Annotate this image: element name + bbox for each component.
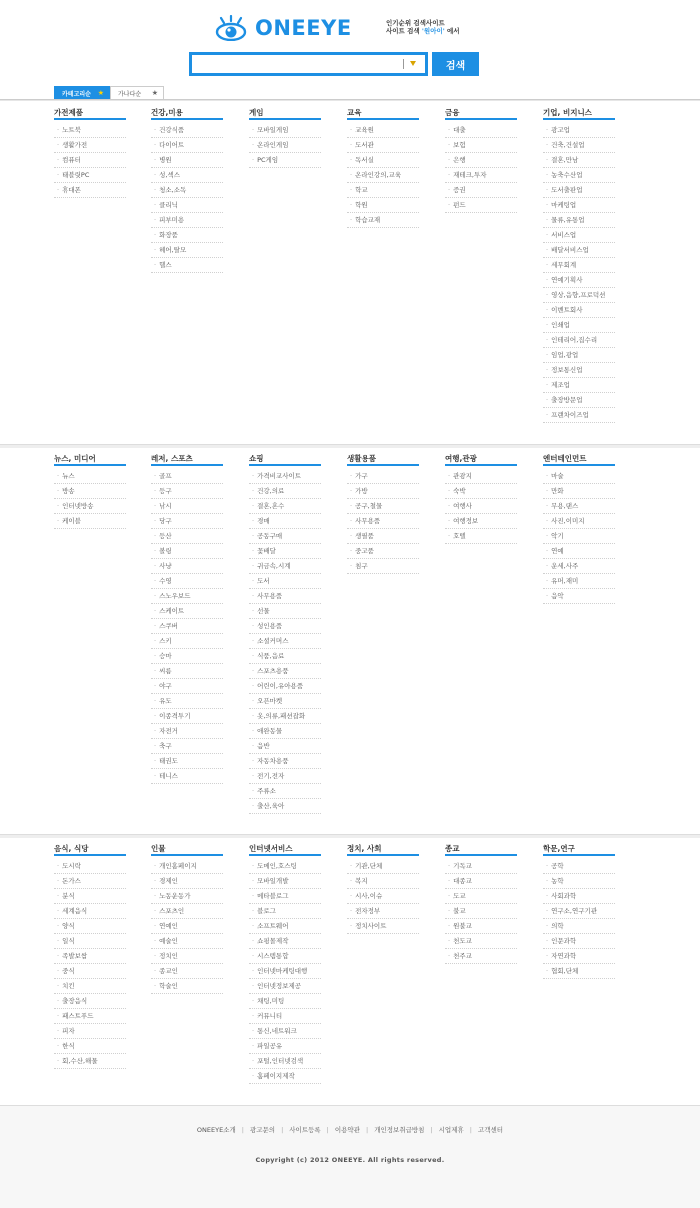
subcategory-link[interactable]: · 휴대폰 xyxy=(54,183,126,198)
category-title[interactable]: 인물 xyxy=(151,844,223,856)
subcategory-list xyxy=(54,469,126,529)
subcategory-link[interactable]: · 커뮤니티 xyxy=(249,1009,321,1024)
subcategory-link[interactable]: · 패스트푸드 xyxy=(54,1009,126,1024)
subcategory-link[interactable]: · 태블릿PC xyxy=(54,168,126,183)
subcategory-list xyxy=(151,859,223,994)
category-title[interactable]: 교육 xyxy=(347,108,419,120)
sort-tabs xyxy=(54,86,164,100)
subcategory-link[interactable]: · 연예기획사 xyxy=(543,273,615,288)
subcategory-link[interactable]: · 도서관 xyxy=(347,138,419,153)
subcategory-link[interactable]: · 스포츠인 xyxy=(151,904,223,919)
subcategory-link[interactable]: · 가방 xyxy=(347,484,419,499)
subcategory-link[interactable]: · 주류소 xyxy=(249,784,321,799)
subcategory-link[interactable]: · 도서 xyxy=(249,574,321,589)
subcategory-link[interactable]: · 성,섹스 xyxy=(151,168,223,183)
subcategory-list xyxy=(249,859,321,1084)
subcategory-link[interactable]: · 독서실 xyxy=(347,153,419,168)
subcategory-link[interactable]: · 방송 xyxy=(54,484,126,499)
subcategory-link[interactable]: · 출장방문업 xyxy=(543,393,615,408)
subcategory-link[interactable]: · 종교인 xyxy=(151,964,223,979)
subcategory-link[interactable]: · 협회,단체 xyxy=(543,964,615,979)
subcategory-link[interactable]: · 볼링 xyxy=(151,544,223,559)
footer-link[interactable]: 이용약관 xyxy=(334,1126,360,1134)
subcategory-link[interactable]: · 재테크,투자 xyxy=(445,168,517,183)
subcategory-link[interactable]: · 홈페이지제작 xyxy=(249,1069,321,1084)
subcategory-link[interactable]: · 뉴스 xyxy=(54,469,126,484)
category-title[interactable]: 정치, 사회 xyxy=(347,844,419,856)
search-input[interactable] xyxy=(195,57,395,71)
subcategory-link[interactable]: · 영상,음향,프로덕션 xyxy=(543,288,615,303)
footer-link[interactable]: 광고문의 xyxy=(249,1126,276,1134)
section-divider xyxy=(0,444,700,448)
subcategory-link[interactable]: · 다이어트 xyxy=(151,138,223,153)
subcategory-list xyxy=(445,469,517,544)
subcategory-link[interactable]: · 공학 xyxy=(543,859,615,874)
subcategory-link[interactable]: · 은행 xyxy=(445,153,517,168)
footer xyxy=(0,1105,700,1208)
subcategory-link[interactable]: · 유도 xyxy=(151,694,223,709)
subcategory-link[interactable]: · 피부미용 xyxy=(151,213,223,228)
tab-label: 카테고리순 xyxy=(62,91,91,98)
category-title[interactable]: 음식, 식당 xyxy=(54,844,126,856)
subcategory-list xyxy=(445,859,517,964)
subcategory-link[interactable]: · 농축수산업 xyxy=(543,168,615,183)
logo-text: ONEEYE xyxy=(255,16,352,40)
subcategory-link[interactable]: · 기관,단체 xyxy=(347,859,419,874)
subcategory-link[interactable]: · 골프 xyxy=(151,469,223,484)
category-title[interactable]: 가전제품 xyxy=(54,108,126,120)
eye-logo-icon xyxy=(215,15,247,41)
subcategory-link[interactable]: · 출산,육아 xyxy=(249,799,321,814)
subcategory-link[interactable]: · 세계음식 xyxy=(54,904,126,919)
subcategory-link[interactable]: · 인테리어,집수리 xyxy=(543,333,615,348)
tagline-line2 xyxy=(386,27,460,35)
tab-label: 가나다순 xyxy=(118,91,142,98)
category-title[interactable]: 생활용품 xyxy=(347,454,419,466)
subcategory-link[interactable]: · 가격비교사이트 xyxy=(249,469,321,484)
subcategory-list xyxy=(54,859,126,1069)
category-column xyxy=(151,844,223,994)
subcategory-link[interactable]: · 야구 xyxy=(151,679,223,694)
subcategory-link[interactable]: · 사무용품 xyxy=(347,514,419,529)
subcategory-link[interactable]: · 돈가스 xyxy=(54,874,126,889)
footer-link[interactable]: 개인정보취급방침 xyxy=(374,1126,425,1134)
search-button[interactable]: 검색 xyxy=(432,52,479,76)
subcategory-link[interactable]: · 어린이,유아용품 xyxy=(249,679,321,694)
subcategory-link[interactable]: · 학습교재 xyxy=(347,213,419,228)
subcategory-link[interactable]: · 낚시 xyxy=(151,499,223,514)
category-column xyxy=(249,108,321,168)
subcategory-link[interactable]: · 유머,재미 xyxy=(543,574,615,589)
subcategory-link[interactable]: · 인터넷정보제공 xyxy=(249,979,321,994)
category-title[interactable]: 여행,관광 xyxy=(445,454,517,466)
subcategory-link[interactable]: · 모바일개발 xyxy=(249,874,321,889)
subcategory-link[interactable]: · 운세,사주 xyxy=(543,559,615,574)
subcategory-link[interactable]: · 출장음식 xyxy=(54,994,126,1009)
subcategory-link[interactable]: · 태권도 xyxy=(151,754,223,769)
subcategory-link[interactable]: · 양식 xyxy=(54,919,126,934)
subcategory-link[interactable]: · 시스템통합 xyxy=(249,949,321,964)
subcategory-link[interactable]: · 일식 xyxy=(54,934,126,949)
subcategory-link[interactable]: · 채팅,미팅 xyxy=(249,994,321,1009)
category-column xyxy=(543,108,615,423)
footer-link[interactable]: ONEEYE소개 xyxy=(196,1126,236,1134)
footer-separator: | xyxy=(366,1126,369,1134)
subcategory-link[interactable]: · 노트북 xyxy=(54,123,126,138)
subcategory-list xyxy=(543,859,615,979)
subcategory-link[interactable]: · 스쿠버 xyxy=(151,619,223,634)
subcategory-link[interactable]: · 무용,댄스 xyxy=(543,499,615,514)
subcategory-link[interactable]: · 결혼,만남 xyxy=(543,153,615,168)
subcategory-link[interactable]: · 불교 xyxy=(445,904,517,919)
subcategory-link[interactable]: · 인쇄업 xyxy=(543,318,615,333)
subcategory-link[interactable]: · 중고품 xyxy=(347,544,419,559)
category-column xyxy=(151,108,223,273)
subcategory-link[interactable]: · 예술인 xyxy=(151,934,223,949)
subcategory-link[interactable]: · 임업,광업 xyxy=(543,348,615,363)
subcategory-link[interactable]: · 소프트웨어 xyxy=(249,919,321,934)
search-divider xyxy=(403,59,404,69)
subcategory-link[interactable]: · 학교 xyxy=(347,183,419,198)
subcategory-link[interactable]: · 쇼핑몰제작 xyxy=(249,934,321,949)
subcategory-link[interactable]: · 사냥 xyxy=(151,559,223,574)
subcategory-link[interactable]: · 도교 xyxy=(445,889,517,904)
footer-separator: | xyxy=(326,1126,329,1134)
subcategory-link[interactable]: · 학원 xyxy=(347,198,419,213)
subcategory-link[interactable]: · 공구,철물 xyxy=(347,499,419,514)
search-box xyxy=(189,52,428,76)
subcategory-link[interactable]: · 자동차용품 xyxy=(249,754,321,769)
category-column xyxy=(543,454,615,604)
subcategory-link[interactable]: · 배달서비스업 xyxy=(543,243,615,258)
category-column xyxy=(249,844,321,1084)
subcategory-list xyxy=(347,123,419,228)
subcategory-link[interactable]: · 음반 xyxy=(249,739,321,754)
category-title[interactable]: 엔터테인먼트 xyxy=(543,454,615,466)
category-title[interactable]: 레저, 스포츠 xyxy=(151,454,223,466)
subcategory-link[interactable]: · 등구 xyxy=(151,484,223,499)
subcategory-link[interactable]: · PC게임 xyxy=(249,153,321,168)
subcategory-link[interactable]: · 서비스업 xyxy=(543,228,615,243)
tagline-line1: 인기순위 검색사이트 xyxy=(386,19,445,27)
subcategory-list xyxy=(347,469,419,574)
category-title[interactable]: 금융 xyxy=(445,108,517,120)
subcategory-link[interactable]: · 온라인강의,교육 xyxy=(347,168,419,183)
subcategory-link[interactable]: · 꽃배달 xyxy=(249,544,321,559)
subcategory-link[interactable]: · 악기 xyxy=(543,529,615,544)
category-title[interactable]: 쇼핑 xyxy=(249,454,321,466)
category-column xyxy=(151,454,223,784)
subcategory-link[interactable]: · 승마 xyxy=(151,649,223,664)
subcategory-list xyxy=(249,123,321,168)
tagline-prefix: 사이트 검색 xyxy=(386,27,422,35)
subcategory-link[interactable]: · 마케팅업 xyxy=(543,198,615,213)
subcategory-link[interactable]: · 스노우보드 xyxy=(151,589,223,604)
subcategory-list xyxy=(249,469,321,814)
subcategory-link[interactable]: · 복지 xyxy=(347,874,419,889)
subcategory-list xyxy=(54,123,126,198)
subcategory-link[interactable]: · 전자정부 xyxy=(347,904,419,919)
subcategory-link[interactable]: · 귀금속,시계 xyxy=(249,559,321,574)
subcategory-link[interactable]: · 개인홈페이지 xyxy=(151,859,223,874)
subcategory-list xyxy=(151,123,223,273)
category-column xyxy=(445,108,517,213)
subcategory-link[interactable]: · 숙박 xyxy=(445,484,517,499)
subcategory-link[interactable]: · 물류,유통업 xyxy=(543,213,615,228)
footer-separator: | xyxy=(430,1126,433,1134)
subcategory-link[interactable]: · 소셜커머스 xyxy=(249,634,321,649)
subcategory-link[interactable]: · 제조업 xyxy=(543,378,615,393)
subcategory-link[interactable]: · 정치인 xyxy=(151,949,223,964)
subcategory-link[interactable]: · 성인용품 xyxy=(249,619,321,634)
subcategory-link[interactable]: · 정치사이트 xyxy=(347,919,419,934)
search-dropdown-arrow-icon[interactable] xyxy=(410,61,416,66)
subcategory-link[interactable]: · 사진,이미지 xyxy=(543,514,615,529)
footer-links xyxy=(0,1125,700,1134)
subcategory-link[interactable]: · 케이블 xyxy=(54,514,126,529)
subcategory-link[interactable]: · 만화 xyxy=(543,484,615,499)
subcategory-link[interactable]: · 연예 xyxy=(543,544,615,559)
subcategory-link[interactable]: · 이벤트회사 xyxy=(543,303,615,318)
subcategory-link[interactable]: · 등산 xyxy=(151,529,223,544)
subcategory-link[interactable]: · 치킨 xyxy=(54,979,126,994)
subcategory-link[interactable]: · 메타블로그 xyxy=(249,889,321,904)
category-column xyxy=(54,108,126,198)
subcategory-link[interactable]: · 음악 xyxy=(543,589,615,604)
subcategory-link[interactable]: · 블로그 xyxy=(249,904,321,919)
footer-link[interactable]: 고객센터 xyxy=(477,1126,504,1134)
subcategory-link[interactable]: · 여행정보 xyxy=(445,514,517,529)
subcategory-link[interactable]: · 생활가전 xyxy=(54,138,126,153)
footer-separator: | xyxy=(281,1126,284,1134)
subcategory-link[interactable]: · 옷,의류,패션잡화 xyxy=(249,709,321,724)
subcategory-link[interactable]: · 결혼,혼수 xyxy=(249,499,321,514)
star-icon: ★ xyxy=(151,89,158,97)
subcategory-link[interactable]: · 피자 xyxy=(54,1024,126,1039)
subcategory-link[interactable]: · 회,수산,해물 xyxy=(54,1054,126,1069)
subcategory-link[interactable]: · 청소,소독 xyxy=(151,183,223,198)
subcategory-link[interactable]: · 테니스 xyxy=(151,769,223,784)
subcategory-link[interactable]: · 여행사 xyxy=(445,499,517,514)
subcategory-link[interactable]: · 침구 xyxy=(347,559,419,574)
subcategory-link[interactable]: · 스키 xyxy=(151,634,223,649)
subcategory-link[interactable]: · 시사,이슈 xyxy=(347,889,419,904)
subcategory-link[interactable]: · 의학 xyxy=(543,919,615,934)
subcategory-link[interactable]: · 천주교 xyxy=(445,949,517,964)
subcategory-list xyxy=(543,123,615,423)
subcategory-link[interactable]: · 통신,네트워크 xyxy=(249,1024,321,1039)
subcategory-link[interactable]: · 식품,음료 xyxy=(249,649,321,664)
subcategory-link[interactable]: · 도시락 xyxy=(54,859,126,874)
subcategory-link[interactable]: · 프랜차이즈업 xyxy=(543,408,615,423)
subcategory-link[interactable]: · 증권 xyxy=(445,183,517,198)
subcategory-link[interactable]: · 분식 xyxy=(54,889,126,904)
subcategory-link[interactable]: · 헬스 xyxy=(151,258,223,273)
footer-separator: | xyxy=(241,1126,244,1134)
subcategory-link[interactable]: · 건강식품 xyxy=(151,123,223,138)
subcategory-link[interactable]: · 사무용품 xyxy=(249,589,321,604)
category-column xyxy=(249,454,321,814)
subcategory-link[interactable]: · 대출 xyxy=(445,123,517,138)
subcategory-link[interactable]: · 스케이트 xyxy=(151,604,223,619)
subcategory-list xyxy=(151,469,223,784)
subcategory-link[interactable]: · 선물 xyxy=(249,604,321,619)
subcategory-link[interactable]: · 인터넷마케팅대행 xyxy=(249,964,321,979)
tagline-quoted: '원아이' xyxy=(421,27,445,35)
subcategory-link[interactable]: · 오픈마켓 xyxy=(249,694,321,709)
category-column xyxy=(445,844,517,964)
subcategory-link[interactable]: · 건축,건설업 xyxy=(543,138,615,153)
copyright: Copyright (c) 2012 ONEEYE. All rights reserved. xyxy=(255,1156,445,1164)
divider xyxy=(0,99,700,101)
subcategory-link[interactable]: · 정보통신업 xyxy=(543,363,615,378)
category-title[interactable]: 학문,연구 xyxy=(543,844,615,856)
subcategory-link[interactable]: · 인문과학 xyxy=(543,934,615,949)
subcategory-link[interactable]: · 원불교 xyxy=(445,919,517,934)
tab-alphabetical-order[interactable] xyxy=(110,86,164,100)
subcategory-link[interactable]: · 교육원 xyxy=(347,123,419,138)
subcategory-link[interactable]: · 가구 xyxy=(347,469,419,484)
star-icon: ★ xyxy=(97,89,104,97)
subcategory-list xyxy=(347,859,419,934)
category-column xyxy=(543,844,615,979)
category-column xyxy=(445,454,517,544)
subcategory-link[interactable]: · 농학 xyxy=(543,874,615,889)
subcategory-link[interactable]: · 중식 xyxy=(54,964,126,979)
subcategory-link[interactable]: · 온라인게임 xyxy=(249,138,321,153)
subcategory-link[interactable]: · 노동운동가 xyxy=(151,889,223,904)
subcategory-link[interactable]: · 족발보쌈 xyxy=(54,949,126,964)
category-title[interactable]: 뉴스, 미디어 xyxy=(54,454,126,466)
subcategory-link[interactable]: · 생필품 xyxy=(347,529,419,544)
subcategory-link[interactable]: · 이종격투기 xyxy=(151,709,223,724)
footer-separator: | xyxy=(469,1126,472,1134)
subcategory-link[interactable]: · 기독교 xyxy=(445,859,517,874)
category-column xyxy=(54,844,126,1069)
category-title[interactable]: 기업, 비지니스 xyxy=(543,108,615,120)
subcategory-link[interactable]: · 병원 xyxy=(151,153,223,168)
subcategory-link[interactable]: · 연예인 xyxy=(151,919,223,934)
subcategory-link[interactable]: · 전기,전자 xyxy=(249,769,321,784)
subcategory-link[interactable]: · 자전거 xyxy=(151,724,223,739)
subcategory-link[interactable]: · 씨름 xyxy=(151,664,223,679)
category-title[interactable]: 종교 xyxy=(445,844,517,856)
subcategory-link[interactable]: · 경제인 xyxy=(151,874,223,889)
subcategory-link[interactable]: · 대종교 xyxy=(445,874,517,889)
subcategory-link[interactable]: · 광고업 xyxy=(543,123,615,138)
subcategory-link[interactable]: · 포털,인터넷검색 xyxy=(249,1054,321,1069)
tab-category-order[interactable] xyxy=(54,86,110,100)
subcategory-link[interactable]: · 천도교 xyxy=(445,934,517,949)
category-column xyxy=(347,108,419,228)
subcategory-link[interactable]: · 호텔 xyxy=(445,529,517,544)
subcategory-link[interactable]: · 관광지 xyxy=(445,469,517,484)
subcategory-link[interactable]: · 마술 xyxy=(543,469,615,484)
category-title[interactable]: 게임 xyxy=(249,108,321,120)
subcategory-link[interactable]: · 컴퓨터 xyxy=(54,153,126,168)
category-title[interactable]: 건강,미용 xyxy=(151,108,223,120)
subcategory-link[interactable]: · 파일공유 xyxy=(249,1039,321,1054)
subcategory-link[interactable]: · 세무회계 xyxy=(543,258,615,273)
subcategory-link[interactable]: · 공동구매 xyxy=(249,529,321,544)
subcategory-link[interactable]: · 모바일게임 xyxy=(249,123,321,138)
tagline-suffix: 에서 xyxy=(444,27,460,35)
subcategory-link[interactable]: · 인터넷방송 xyxy=(54,499,126,514)
subcategory-link[interactable]: · 연구소,연구기관 xyxy=(543,904,615,919)
subcategory-list xyxy=(543,469,615,604)
category-title[interactable]: 인터넷서비스 xyxy=(249,844,321,856)
tagline xyxy=(386,19,460,35)
footer-link[interactable]: 사이트등록 xyxy=(289,1126,321,1134)
header xyxy=(0,0,700,100)
subcategory-link[interactable]: · 경매 xyxy=(249,514,321,529)
category-column xyxy=(347,844,419,934)
subcategory-link[interactable]: · 학술인 xyxy=(151,979,223,994)
footer-link[interactable]: 시업제휴 xyxy=(438,1126,464,1134)
subcategory-link[interactable]: · 수영 xyxy=(151,574,223,589)
subcategory-link[interactable]: · 도서출판업 xyxy=(543,183,615,198)
subcategory-link[interactable]: · 클리닉 xyxy=(151,198,223,213)
category-column xyxy=(347,454,419,574)
subcategory-link[interactable]: · 화장품 xyxy=(151,228,223,243)
subcategory-link[interactable]: · 도메인,호스팅 xyxy=(249,859,321,874)
category-column xyxy=(54,454,126,529)
subcategory-link[interactable]: · 축구 xyxy=(151,739,223,754)
logo[interactable] xyxy=(215,14,352,42)
subcategory-link[interactable]: · 스포츠용품 xyxy=(249,664,321,679)
subcategory-link[interactable]: · 애완동물 xyxy=(249,724,321,739)
subcategory-link[interactable]: · 건강,의료 xyxy=(249,484,321,499)
subcategory-link[interactable]: · 사회과학 xyxy=(543,889,615,904)
subcategory-link[interactable]: · 헤어,탈모 xyxy=(151,243,223,258)
subcategory-list xyxy=(445,123,517,213)
subcategory-link[interactable]: · 당구 xyxy=(151,514,223,529)
section-divider xyxy=(0,834,700,838)
subcategory-link[interactable]: · 한식 xyxy=(54,1039,126,1054)
subcategory-link[interactable]: · 펀드 xyxy=(445,198,517,213)
subcategory-link[interactable]: · 자연과학 xyxy=(543,949,615,964)
subcategory-link[interactable]: · 보험 xyxy=(445,138,517,153)
